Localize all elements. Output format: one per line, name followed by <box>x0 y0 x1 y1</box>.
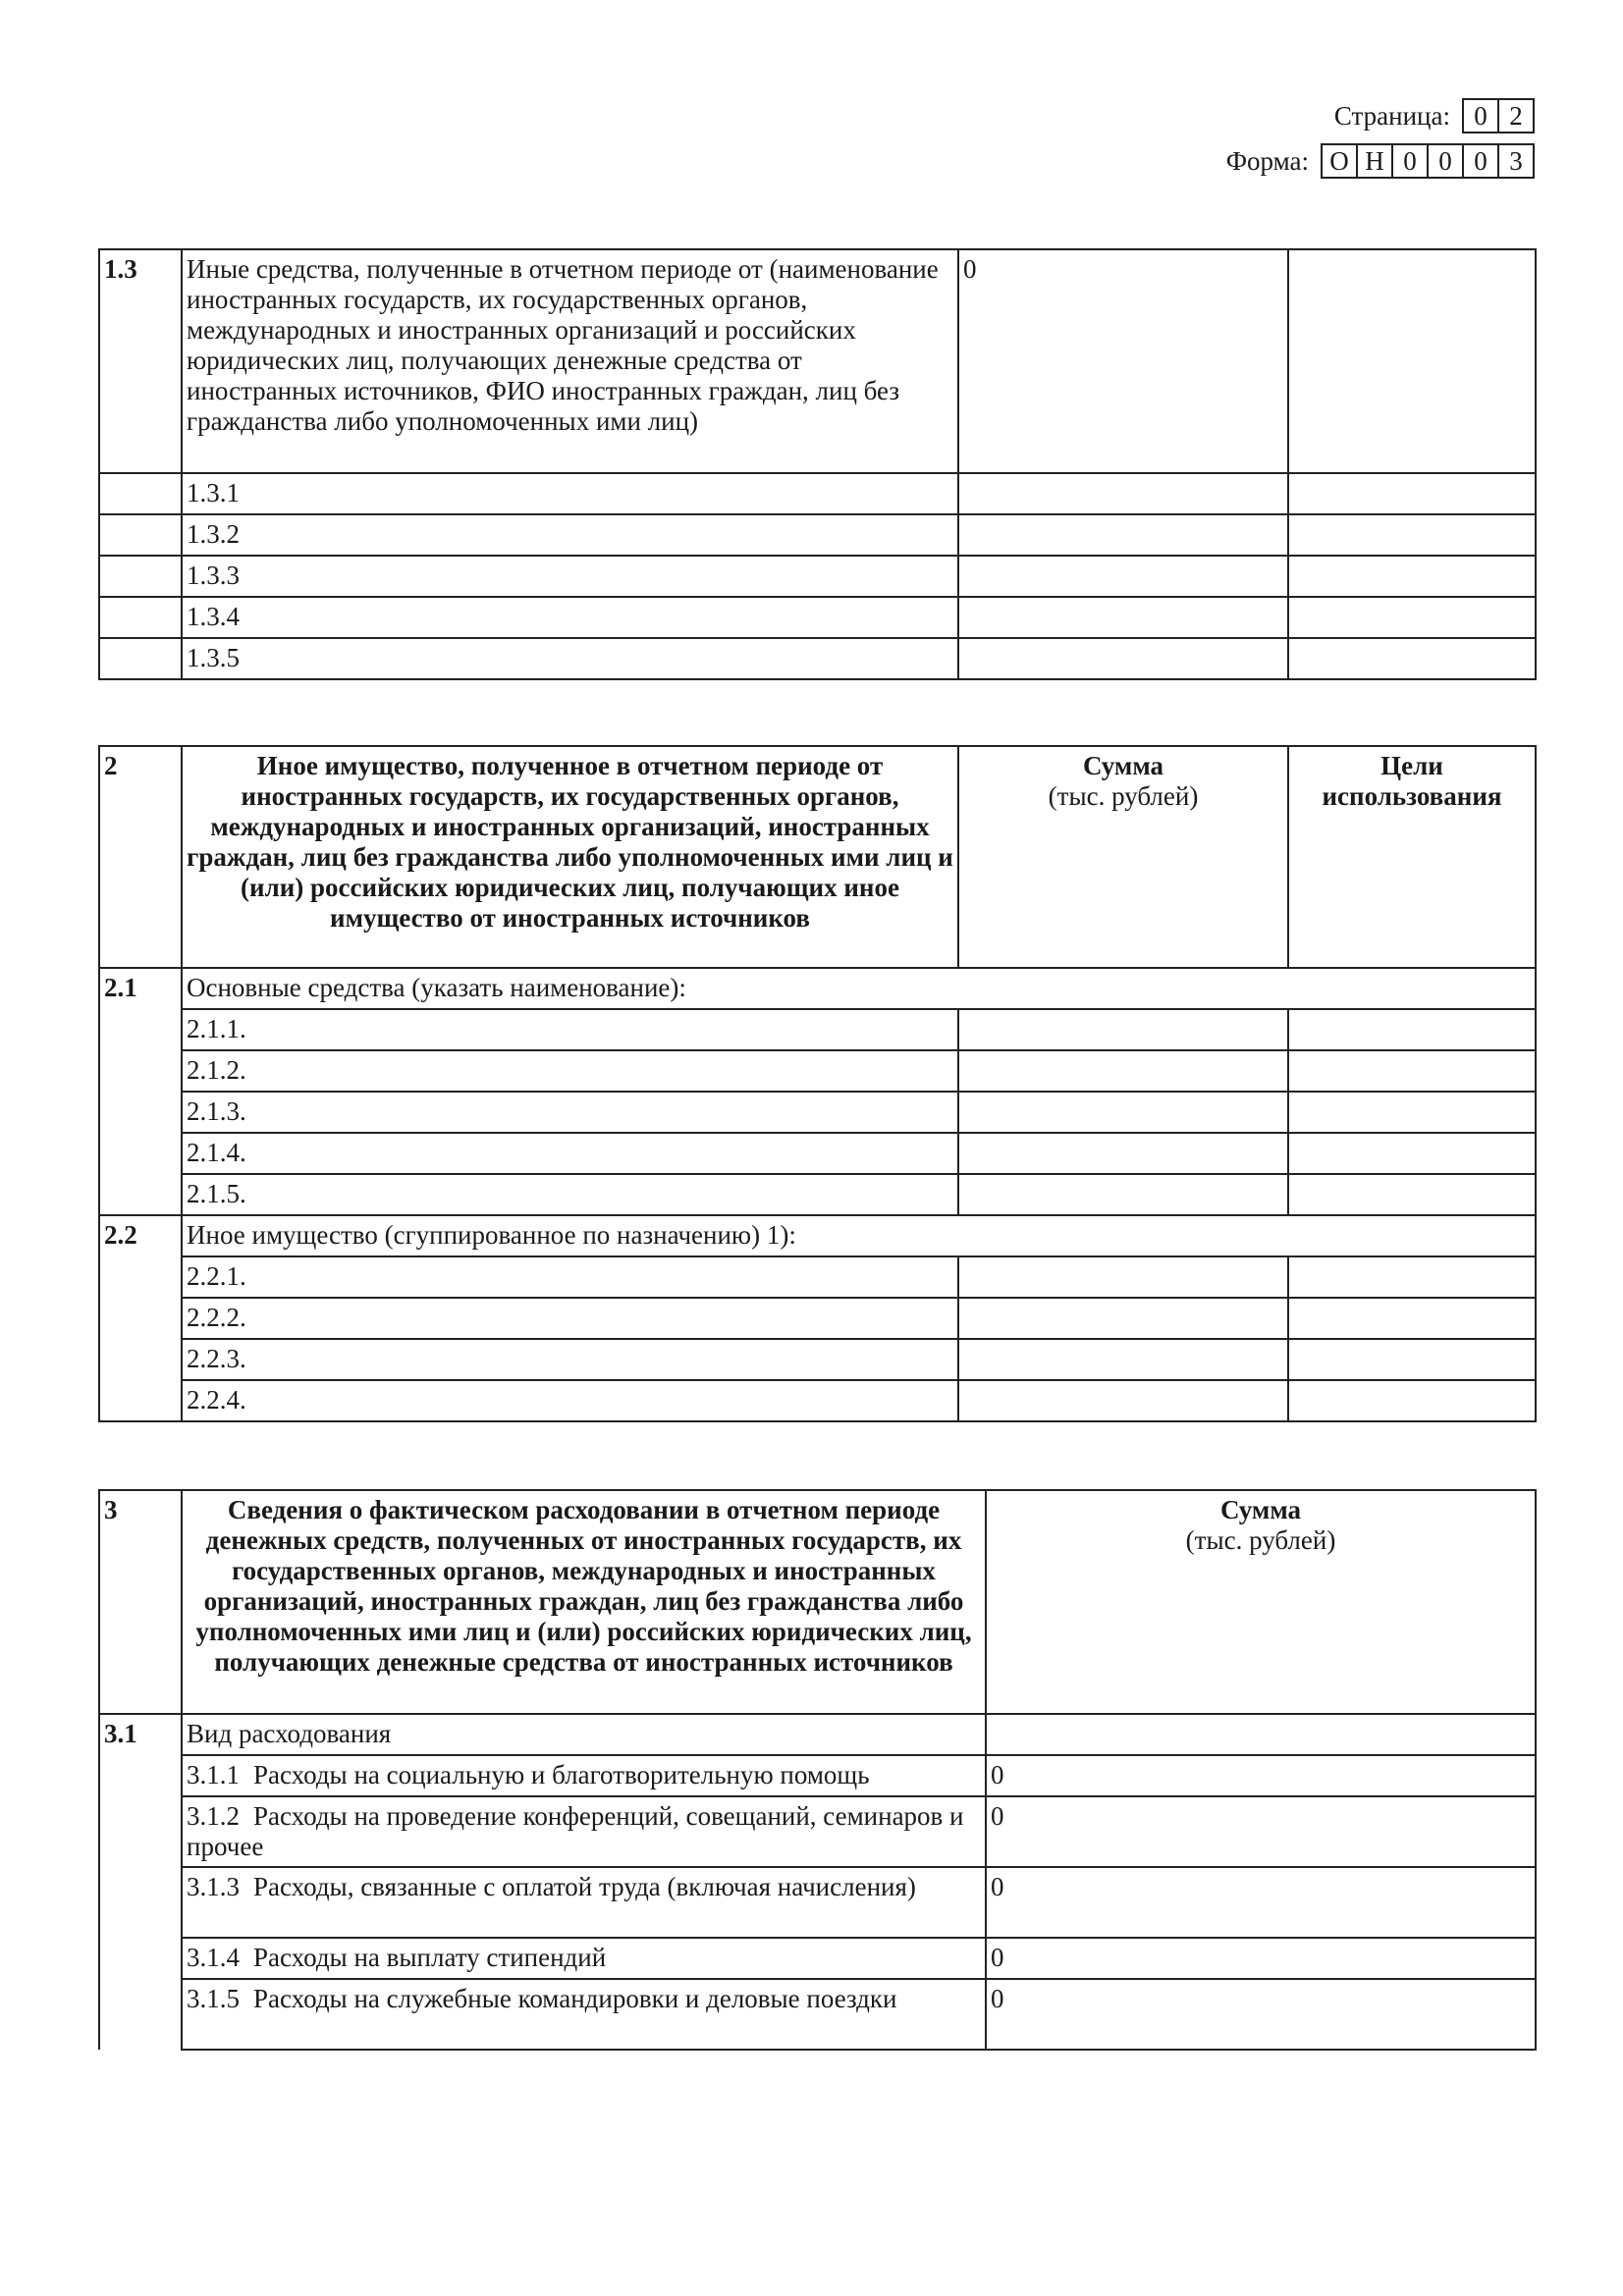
form-char-box: 3 <box>1509 145 1523 176</box>
row-code: 3.1.4 <box>187 1943 240 1972</box>
goal-cell[interactable] <box>1288 1339 1536 1380</box>
empty-cell[interactable] <box>1288 473 1536 514</box>
amount-cell[interactable]: 0 <box>986 1979 1536 2050</box>
amount-cell[interactable] <box>958 597 1288 638</box>
form-char-box: Н <box>1358 145 1393 177</box>
row-label: Расходы на проведение конференций, совещаний, семинаров и прочее <box>187 1801 964 1861</box>
subsection-number: 2.1 <box>99 968 182 1215</box>
row-code: 1.3.4 <box>182 597 958 638</box>
row-label: Расходы, связанные с оплатой труда (включая начисления) <box>253 1872 916 1901</box>
empty-cell[interactable] <box>1288 249 1536 473</box>
amount-cell[interactable] <box>958 1256 1288 1298</box>
form-char-box: 0 <box>1393 145 1429 177</box>
page-digit-box: 0 <box>1464 100 1499 132</box>
page-label: Страница: <box>1333 100 1450 131</box>
amount-cell[interactable] <box>958 1339 1288 1380</box>
row-code: 2.2.2. <box>182 1298 958 1339</box>
subsection-row <box>99 968 1536 1009</box>
row-label: Расходы на служебные командировки и деловые поездки <box>253 1984 897 2013</box>
table-section-2 <box>98 745 1537 1422</box>
goal-cell[interactable] <box>1288 1256 1536 1298</box>
empty-cell[interactable] <box>1288 556 1536 597</box>
section-title: Иное имущество, полученное в отчетном периоде от иностранных государств, их государственных органов, международных и иностранных организаций, иностранных граждан, лиц без гражданства либо уполномоченных ими лиц и (или) российских юридических лиц, получающих иное имущество от иностранных источников <box>182 746 958 968</box>
goals-header: Цели использования <box>1288 746 1536 968</box>
row-code: 1.3.1 <box>182 473 958 514</box>
form-char-box: 0 <box>1464 145 1499 177</box>
row-code: 3.1.2 <box>187 1801 240 1831</box>
section-number: 1.3 <box>99 249 182 473</box>
table-row <box>99 1938 1536 1979</box>
sum-header-unit: (тыс. рублей) <box>1185 1525 1336 1555</box>
amount-cell[interactable]: 0 <box>986 1867 1536 1938</box>
row-code: 2.1.4. <box>182 1133 958 1174</box>
row-code: 2.1.2. <box>182 1050 958 1092</box>
row-code: 3.1.1 <box>187 1760 240 1789</box>
row-code: 1.3.5 <box>182 638 958 679</box>
row-code: 2.2.4. <box>182 1380 958 1421</box>
amount-cell[interactable]: 0 <box>986 1938 1536 1979</box>
row-code: 2.2.1. <box>182 1256 958 1298</box>
table-header-row <box>99 1490 1536 1714</box>
subsection-number: 2.2 <box>99 1215 182 1421</box>
row-code: 3.1.3 <box>187 1872 240 1901</box>
expense-item <box>182 1867 986 1938</box>
amount-cell[interactable] <box>958 556 1288 597</box>
sum-header <box>958 746 1288 968</box>
amount-cell[interactable] <box>958 473 1288 514</box>
expense-item <box>182 1938 986 1979</box>
goal-cell[interactable] <box>1288 1092 1536 1133</box>
table-row <box>99 473 1536 514</box>
goal-cell[interactable] <box>1288 1133 1536 1174</box>
subsection-label: Иное имущество (сгуппированное по назначению) 1): <box>182 1215 1536 1256</box>
table-row <box>99 638 1536 679</box>
section-title: Сведения о фактическом расходовании в отчетном периоде денежных средств, полученных от иностранных государств, их государственных органов, международных и иностранных организаций, иностранных граждан, лиц без гражданства либо уполномоченных ими лиц и (или) российских юридических лиц, получающих денежные средства от иностранных источников <box>182 1490 986 1714</box>
table-row <box>99 1174 1536 1215</box>
subsection-label: Основные средства (указать наименование): <box>182 968 1536 1009</box>
section-description: Иные средства, полученные в отчетном периоде от (наименование иностранных государств, их государственных органов, международных и иностранных организаций и российских юридических лиц, получающих денежные средства от иностранных источников, ФИО иностранных граждан, лиц без гражданства либо уполномоченных ими лиц) <box>182 249 958 473</box>
sum-header <box>986 1490 1536 1714</box>
empty-cell[interactable] <box>1288 638 1536 679</box>
table-row <box>99 1979 1536 2050</box>
subsection-row <box>99 1714 1536 1755</box>
empty-cell[interactable] <box>1288 514 1536 556</box>
form-code-row <box>1226 143 1535 179</box>
form-code-boxes <box>1321 143 1535 179</box>
table-row <box>99 1009 1536 1050</box>
goal-cell[interactable] <box>1288 1174 1536 1215</box>
row-code: 3.1.5 <box>187 1984 240 2013</box>
subsection-label: Вид расходования <box>182 1714 986 1755</box>
amount-cell[interactable] <box>958 1009 1288 1050</box>
amount-cell[interactable]: 0 <box>986 1755 1536 1796</box>
amount-cell[interactable] <box>958 1380 1288 1421</box>
row-code: 2.1.3. <box>182 1092 958 1133</box>
sum-header-label: Сумма <box>1219 1495 1302 1524</box>
table-section-3 <box>98 1489 1537 2051</box>
empty-cell[interactable] <box>1288 597 1536 638</box>
form-char-box: 0 <box>1429 145 1464 177</box>
row-code: 1.3.2 <box>182 514 958 556</box>
row-code: 2.2.3. <box>182 1339 958 1380</box>
subsection-row <box>99 1215 1536 1256</box>
goal-cell[interactable] <box>1288 1009 1536 1050</box>
amount-cell[interactable] <box>986 1714 1536 1755</box>
amount-cell[interactable]: 0 <box>958 249 1288 473</box>
amount-cell[interactable] <box>958 1050 1288 1092</box>
table-row <box>99 1256 1536 1298</box>
section-number: 3 <box>99 1490 182 1714</box>
subsection-number: 3.1 <box>99 1714 182 2050</box>
goal-cell[interactable] <box>1288 1050 1536 1092</box>
table-row <box>99 556 1536 597</box>
form-char-box: О <box>1323 145 1358 177</box>
sum-header-label: Сумма <box>1082 751 1164 780</box>
amount-cell[interactable] <box>958 1298 1288 1339</box>
amount-cell[interactable] <box>958 1133 1288 1174</box>
amount-cell[interactable]: 0 <box>986 1796 1536 1867</box>
table-row <box>99 1796 1536 1867</box>
page-number-row <box>1334 98 1535 133</box>
section-number: 2 <box>99 746 182 968</box>
page-digit-box: 2 <box>1509 100 1523 131</box>
goal-cell[interactable] <box>1288 1380 1536 1421</box>
table-row <box>99 1050 1536 1092</box>
page-number-boxes <box>1462 98 1535 133</box>
goal-cell[interactable] <box>1288 1298 1536 1339</box>
row-code: 2.1.5. <box>182 1174 958 1215</box>
expense-item <box>182 1979 986 2050</box>
table-row <box>99 1339 1536 1380</box>
table-row <box>99 1755 1536 1796</box>
row-code: 2.1.1. <box>182 1009 958 1050</box>
table-row <box>99 1867 1536 1938</box>
table-section-1-3 <box>98 248 1537 680</box>
row-code: 1.3.3 <box>182 556 958 597</box>
amount-cell[interactable] <box>958 638 1288 679</box>
table-header-row <box>99 746 1536 968</box>
row-label: Расходы на выплату стипендий <box>253 1943 607 1972</box>
table-row <box>99 249 1536 473</box>
expense-item <box>182 1755 986 1796</box>
table-row <box>99 597 1536 638</box>
amount-cell[interactable] <box>958 514 1288 556</box>
amount-cell[interactable] <box>958 1092 1288 1133</box>
table-row <box>99 1380 1536 1421</box>
table-row <box>99 1092 1536 1133</box>
sum-header-unit: (тыс. рублей) <box>1048 781 1199 811</box>
table-row <box>99 514 1536 556</box>
table-row <box>99 1298 1536 1339</box>
form-label: Форма: <box>1225 145 1309 176</box>
table-row <box>99 1133 1536 1174</box>
expense-item <box>182 1796 986 1867</box>
row-label: Расходы на социальную и благотворительную помощь <box>253 1760 870 1789</box>
amount-cell[interactable] <box>958 1174 1288 1215</box>
